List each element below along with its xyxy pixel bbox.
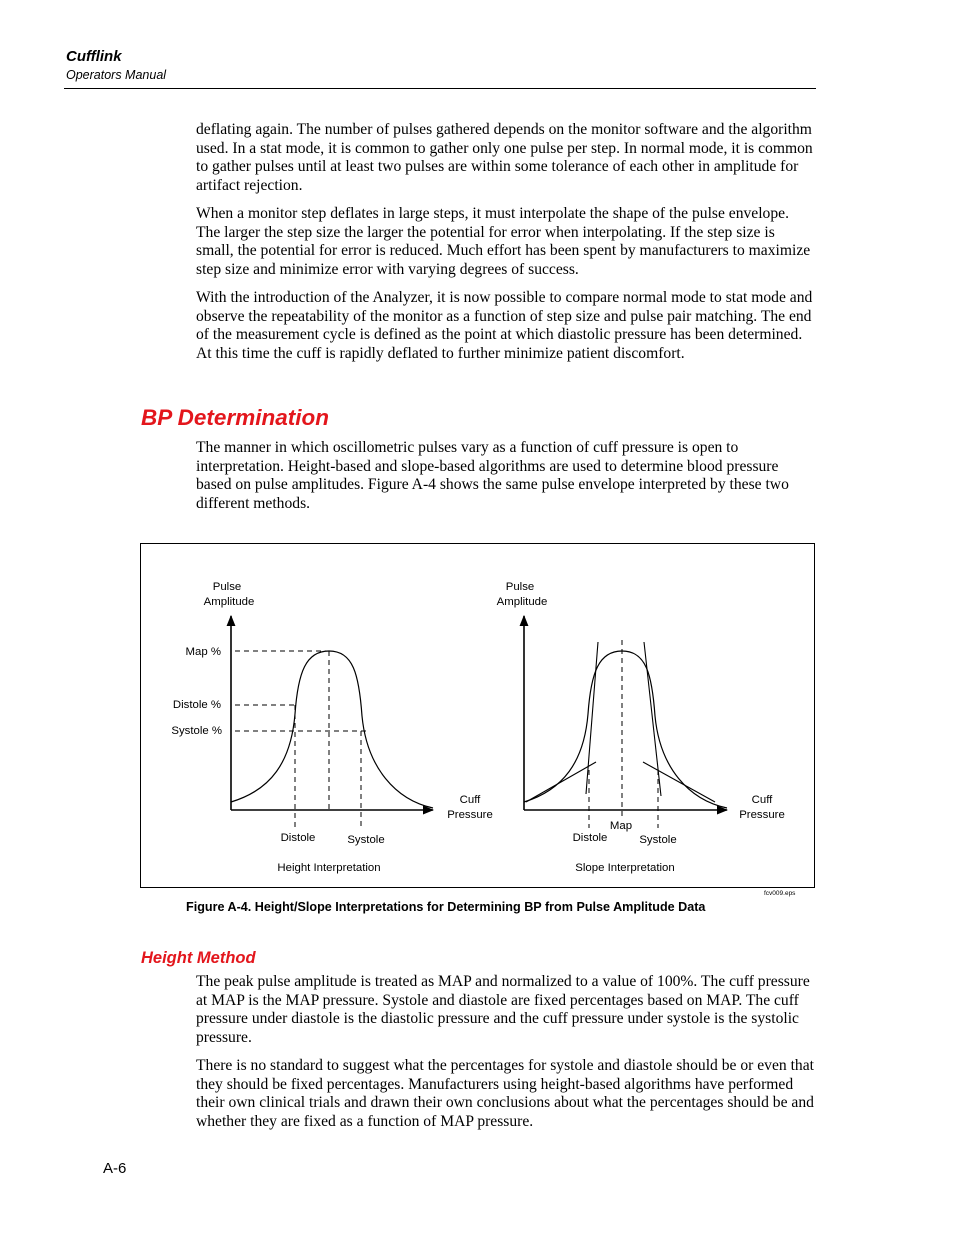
lower-left-tangent: [526, 762, 596, 802]
height-method-paragraph: There is no standard to suggest what the percentages for systole and diastole should be or even that they should be fixed percentages. Manufacturers using height-based algorithms have performed their own clinical trials and drawn their own conclusions about what the percentages should be and whether they are fixed as a function of MAP pressure.: [196, 1057, 814, 1131]
lower-right-tangent: [643, 762, 715, 802]
intro-paragraph: deflating again. The number of pulses gathered depends on the monitor software and the algorithm used. In a stat mode, it is common to gather only one pulse per step. In normal mode, it is common to gather pulses until at least two pulses are within some tolerance of each other in amplitude for artifact rejection.: [196, 121, 813, 195]
systole-pct-label: Systole %: [171, 725, 222, 737]
right-y-label: Amplitude: [496, 596, 548, 608]
figure-code: fcv009.eps: [764, 890, 796, 897]
right-x-label: Cuff: [751, 794, 773, 806]
intro-paragraph: With the introduction of the Analyzer, it is now possible to compare normal mode to stat mode and observe the repeatability of the monitor as a function of step size and pulse pair matching. The end of the measurement cycle is defined as the point at which diastolic pressure has been determined. At this time the cuff is rapidly deflated to further minimize patient discomfort.: [196, 289, 813, 363]
right-x-label: Pressure: [739, 809, 785, 821]
left-x-label: Pressure: [447, 809, 493, 821]
right-y-label: Pulse: [505, 581, 535, 593]
height-interpretation-title: Height Interpretation: [277, 862, 381, 874]
left-y-label: Amplitude: [203, 596, 255, 608]
left-y-label: Pulse: [212, 581, 242, 593]
header-subtitle: Operators Manual: [66, 68, 167, 82]
height-method-paragraph: The peak pulse amplitude is treated as MAP and normalized to a value of 100%. The cuff pressure at MAP is the MAP pressure. Systole and diastole are fixed percentages based on MAP. The cuff pressure under diastole is the diastolic pressure and the cuff pressure under systole is the systolic pressure.: [196, 973, 810, 1047]
figure-diagram: [141, 544, 816, 889]
slope-interpretation-title: Slope Interpretation: [575, 862, 675, 874]
figure-caption: Figure A-4. Height/Slope Interpretations for Determining BP from Pulse Amplitude Data: [186, 900, 706, 914]
header-rule: [64, 88, 816, 89]
left-pulse-envelope: [231, 651, 433, 808]
distole-label: Distole: [572, 832, 608, 844]
right-pulse-envelope: [524, 651, 727, 808]
distole-label: Distole: [280, 832, 316, 844]
bp-paragraph: The manner in which oscillometric pulses vary as a function of cuff pressure is open to interpretation. Height-based and slope-based algorithms are used to determine blood pressure based on pulse amplitudes. Figure A-4 shows the same pulse envelope interpreted by these two different methods.: [196, 439, 789, 513]
header-title: Cufflink: [66, 48, 122, 65]
figure-a4: [140, 543, 815, 888]
map-pct-label: Map %: [185, 646, 221, 658]
systole-label: Systole: [347, 834, 385, 846]
distole-pct-label: Distole %: [172, 699, 221, 711]
intro-paragraph: When a monitor step deflates in large steps, it must interpolate the shape of the pulse envelope. The larger the step size the larger the potential for error when interpolating. If the step size is small, the potential for error is reduced. Much effort has been spent by manufacturers to maximize step size and minimize error with varying degrees of success.: [196, 205, 811, 279]
slope-interpretation-chart: [497, 581, 785, 874]
systole-label: Systole: [639, 834, 677, 846]
section-heading-bp-determination: BP Determination: [141, 405, 329, 430]
left-x-label: Cuff: [459, 794, 481, 806]
page-number: A-6: [103, 1160, 127, 1177]
map-label: Map: [609, 820, 633, 832]
section-heading-height-method: Height Method: [141, 949, 256, 967]
height-interpretation-chart: [171, 581, 492, 874]
